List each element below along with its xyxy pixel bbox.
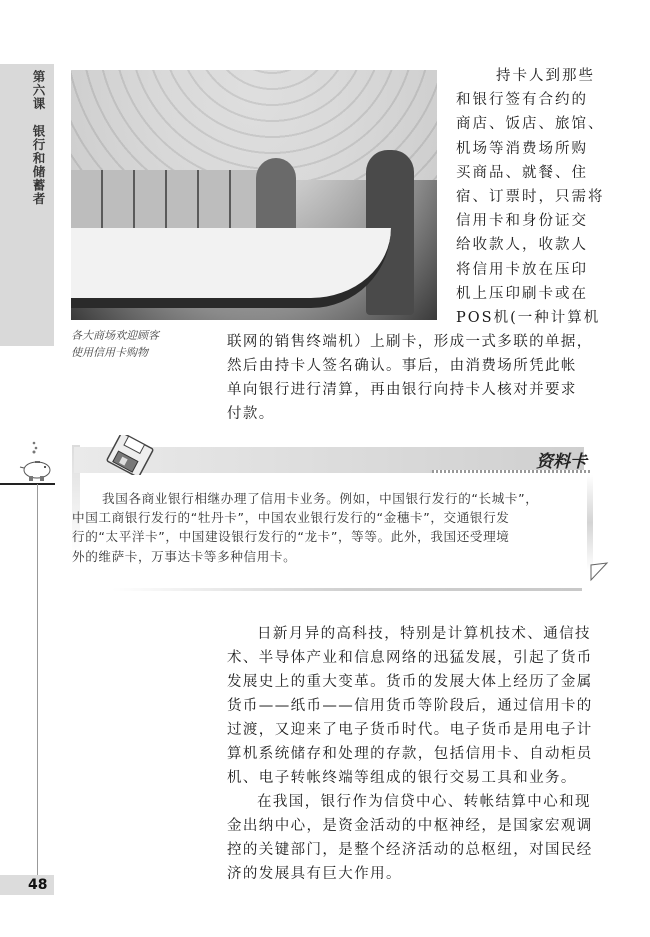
- text-line: 商店、饭店、旅馆、: [456, 116, 605, 133]
- lesson-number: 第六课: [31, 70, 46, 111]
- text-line: 付款。: [227, 406, 275, 422]
- card-bottom-edge: [112, 588, 582, 591]
- margin-vertical-rule: [37, 484, 38, 877]
- text-line: 联网的销售终端机）上刷卡，形成一式多联的单据，: [227, 334, 593, 350]
- text-line: 我国各商业银行相继办理了信用卡业务。例如，中国银行发行的“长城卡”，: [102, 491, 539, 506]
- text-line: 发展史上的重大变革。货币的发展大体上经历了金属: [227, 674, 593, 690]
- info-card-title: 资料卡: [536, 452, 587, 472]
- info-card: [72, 445, 632, 593]
- text-line: 买商品、就餐、住: [456, 164, 588, 181]
- text-line: 给收款人，收款人: [456, 237, 588, 254]
- text-line: 然后由持卡人签名确认。事后，由消费场所凭此帐: [227, 358, 577, 374]
- text-line: 术、半导体产业和信息网络的迅猛发展，引起了货币: [227, 650, 593, 666]
- text-line: 和银行签有合约的: [456, 92, 588, 109]
- caption-line: 使用信用卡购物: [71, 346, 148, 359]
- piggy-bank-icon: [18, 440, 56, 484]
- text-line: 中国工商银行发行的“牡丹卡”，中国农业银行发行的“金穗卡”，交通银行发: [72, 510, 510, 526]
- text-line: 机上压印刷卡或在: [456, 285, 588, 302]
- text-line: 在我国，银行作为信贷中心、转帐结算中心和现: [257, 794, 591, 810]
- text-line: 日新月异的高科技，特别是计算机技术、通信技: [257, 626, 591, 642]
- text-line: 控的关键部门，是整个经济活动的总枢纽，对国民经: [227, 842, 593, 858]
- text-line: 金出纳中心，是资金活动的中枢神经，是国家宏观调: [227, 818, 593, 834]
- margin-horizontal-rule: [0, 483, 55, 485]
- text-line: 算机系统储存和处理的存款，包括信用卡、自动柜员: [227, 746, 593, 762]
- text-line: 持卡人到那些: [496, 68, 595, 84]
- text-line: 机场等消费场所购: [456, 140, 588, 157]
- text-line: 外的维萨卡，万事达卡等多种信用卡。: [72, 548, 297, 564]
- wrapped-paragraph: [456, 64, 638, 330]
- text-line: 信用卡和身份证交: [456, 213, 588, 230]
- text-line: POS机(一种计算机: [456, 310, 601, 327]
- card-right-edge: [587, 475, 593, 570]
- text-line: 机、电子转帐终端等组成的银行交易工具和业务。: [227, 770, 577, 786]
- text-line: 货币——纸币——信用货币等阶段后，通过信用卡的: [227, 698, 593, 714]
- text-line: 将信用卡放在压印: [456, 261, 588, 278]
- page-number: 48: [28, 877, 48, 893]
- floppy-disk-icon: [98, 435, 162, 475]
- text-line: 过渡，又迎来了电子货币时代。电子货币是用电子计: [227, 722, 593, 738]
- info-card-body: [72, 489, 592, 566]
- text-line: 行的“太平洋卡”，中国建设银行发行的“龙卡”，等等。此外，我国还受理境: [72, 529, 510, 545]
- photo-counter: [71, 228, 391, 308]
- continuation-paragraph: [227, 330, 639, 426]
- text-line: 单向银行进行清算，再由银行向持卡人核对并要求: [227, 382, 577, 398]
- page-curl-icon: [589, 560, 611, 582]
- text-line: 济的发展具有巨大作用。: [227, 866, 402, 882]
- text-line: 宿、订票时，只需将: [456, 189, 605, 206]
- caption-line: 各大商场欢迎顾客: [71, 329, 159, 342]
- main-body: [227, 622, 639, 886]
- photo-caption: [71, 327, 159, 361]
- shopping-mall-credit-card-photo: [71, 70, 437, 320]
- chapter-side-label: [30, 70, 46, 206]
- lesson-title: 银行和储蓄者: [31, 124, 46, 206]
